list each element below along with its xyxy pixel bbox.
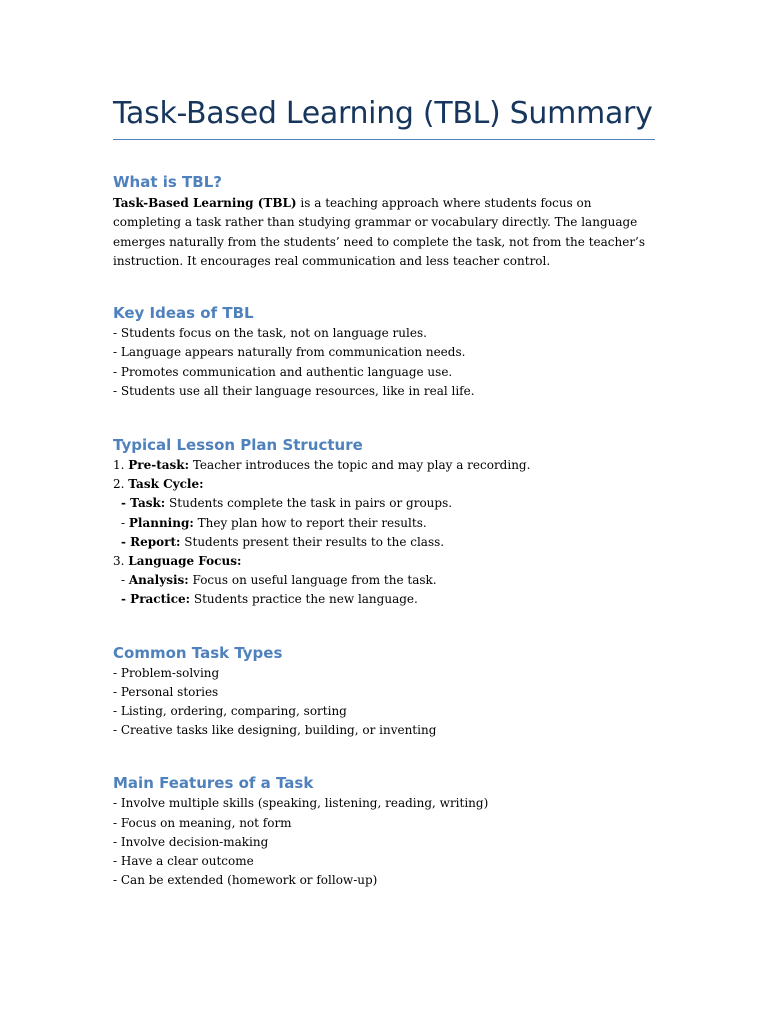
list-item: - Problem-solving <box>113 665 220 680</box>
step-label: Pre-task: <box>128 458 190 472</box>
lesson-step-task-cycle <box>113 475 655 494</box>
key-ideas-heading: Key Ideas of TBL <box>113 304 254 323</box>
substep-text: Focus on useful language from the task. <box>188 573 437 588</box>
lesson-plan-heading: Typical Lesson Plan Structure <box>113 436 363 454</box>
list-item: - Involve decision-making <box>113 834 269 849</box>
what-is-heading: What is TBL? <box>113 173 222 191</box>
substep-text: Students complete the task in pairs or groups. <box>165 496 453 511</box>
substep-label: Analysis: <box>128 573 189 588</box>
lesson-plan-list <box>113 456 655 610</box>
substep-dash: - <box>121 573 129 588</box>
key-ideas-list <box>113 324 655 401</box>
substep-label: Practice: <box>130 592 191 607</box>
what-is-paragraph <box>113 194 658 271</box>
substep-dash: - <box>121 534 131 549</box>
step-label: Task Cycle: <box>128 477 204 492</box>
lesson-step-language-focus <box>113 552 655 571</box>
step-label: Language Focus: <box>128 554 242 569</box>
substep-label: Task: <box>130 496 166 511</box>
list-item: - Personal stories <box>113 684 219 699</box>
step-number: 1. <box>113 458 129 472</box>
lesson-substep-planning <box>113 514 655 533</box>
list-item: - Promotes communication and authentic language use. <box>113 364 453 379</box>
list-item: - Listing, ordering, comparing, sorting <box>113 704 347 719</box>
substep-text: Students present their results to the class. <box>180 534 445 549</box>
list-item: - Focus on meaning, not form <box>113 815 292 830</box>
substep-label: Report: <box>130 534 181 549</box>
tbl-definition: is a teaching approach where students focus on completing a task rather than studying grammar or vocabulary directly. The language emerges naturally from the students’ need to complete the task, not from the teacher’s instruction. It encourages real communication and less teacher control. <box>113 196 646 268</box>
substep-text: They plan how to report their results. <box>193 515 427 530</box>
list-item: - Language appears naturally from communication needs. <box>113 345 466 360</box>
tbl-term: Task-Based Learning (TBL) <box>113 196 297 210</box>
lesson-substep-task <box>113 494 655 513</box>
lesson-substep-practice <box>113 590 655 609</box>
list-item: - Involve multiple skills (speaking, listening, reading, writing) <box>113 796 489 811</box>
substep-dash: - <box>121 592 131 607</box>
task-types-list <box>113 664 655 741</box>
substep-dash: - <box>121 515 129 530</box>
list-item: - Students focus on the task, not on language rules. <box>113 326 427 341</box>
features-heading: Main Features of a Task <box>113 774 314 793</box>
lesson-step-pre-task <box>113 456 655 475</box>
list-item: - Have a clear outcome <box>113 854 254 869</box>
features-list <box>113 794 655 890</box>
substep-dash: - <box>121 496 131 511</box>
title-divider <box>113 139 655 140</box>
substep-text: Students practice the new language. <box>190 592 418 607</box>
list-item: - Creative tasks like designing, building, or inventing <box>113 723 437 738</box>
document-title: Task-Based Learning (TBL) Summary <box>113 96 653 131</box>
step-number: 2. <box>113 477 129 492</box>
list-item: - Can be extended (homework or follow-up) <box>113 873 378 888</box>
task-types-heading: Common Task Types <box>113 643 283 662</box>
substep-label: Planning: <box>128 515 194 530</box>
list-item: - Students use all their language resources, like in real life. <box>113 383 475 398</box>
lesson-substep-report <box>113 533 655 552</box>
step-text: Teacher introduces the topic and may play a recording. <box>189 458 531 472</box>
step-number: 3. <box>113 554 129 569</box>
lesson-substep-analysis <box>113 571 655 590</box>
